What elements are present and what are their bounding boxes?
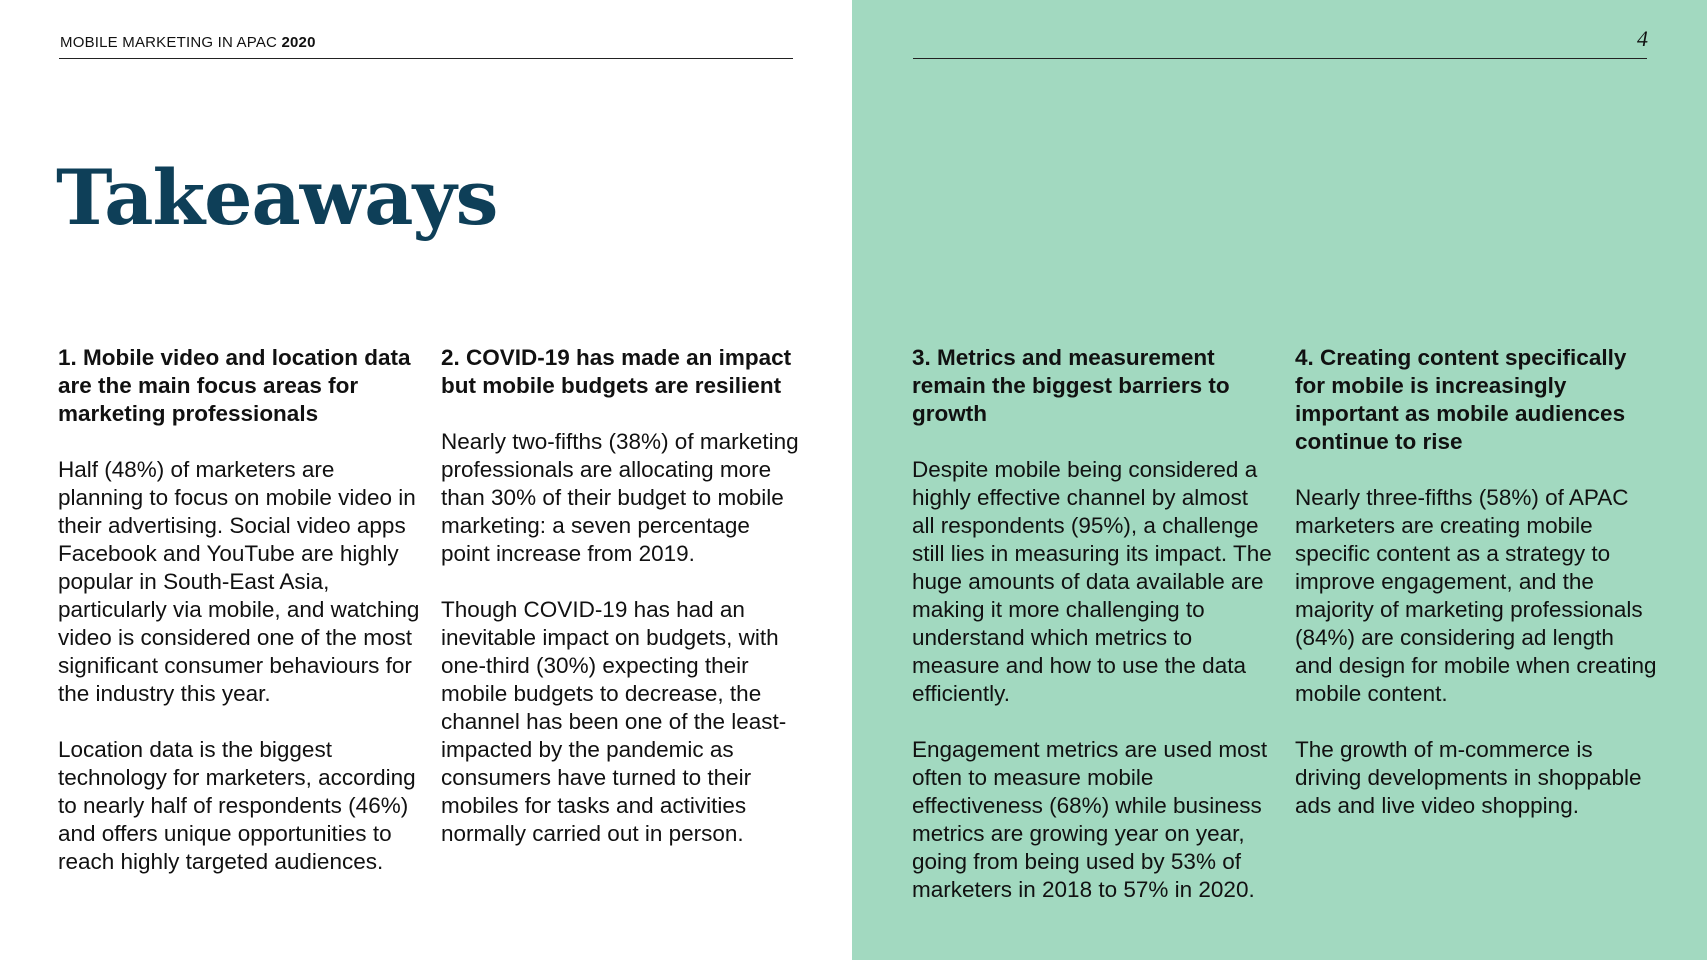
takeaway-2 (441, 344, 803, 876)
takeaway-paragraph: Despite mobile being considered a highly effective channel by almost all respondents (95%), a challenge still lies in measuring its impact. The huge amounts of data available are making it more challenging to understand which metrics to measure and how to use the data efficiently. (912, 457, 1272, 706)
takeaway-paragraph: Nearly two-fifths (38%) of marketing professionals are allocating more than 30% of their budget to mobile marketing: a seven percentage point increase from 2019. (441, 429, 799, 566)
takeaway-4 (1295, 344, 1657, 848)
header-rule-left (59, 58, 793, 59)
page-number: 4 (1637, 26, 1648, 51)
takeaway-paragraph: The growth of m-commerce is driving developments in shoppable ads and live video shopping. (1295, 737, 1642, 818)
takeaway-heading: 3. Metrics and measurement remain the biggest barriers to growth (912, 345, 1230, 426)
takeaway-paragraph: Though COVID-19 has had an inevitable impact on budgets, with one-third (30%) expecting their mobile budgets to decrease, the channel has been one of the least-impacted by the pandemic as consumers have turned to their mobiles for tasks and activities normally carried out in person. (441, 597, 787, 846)
takeaway-paragraph: Nearly three-fifths (58%) of APAC marketers are creating mobile specific content as a strategy to improve engagement, and the majority of marketing professionals (84%) are considering ad length and design for mobile when creating mobile content. (1295, 485, 1657, 706)
takeaway-3 (912, 344, 1274, 932)
running-header (60, 34, 316, 51)
takeaway-heading: 2. COVID-19 has made an impact but mobile budgets are resilient (441, 345, 792, 398)
takeaway-paragraph: Half (48%) of marketers are planning to focus on mobile video in their advertising. Social video apps Facebook and YouTube are highly popular in South-East Asia, particularly via mobile, and watching video is considered one of the most significant consumer behaviours for the industry this year. (58, 457, 420, 706)
takeaway-paragraph: Engagement metrics are used most often to measure mobile effectiveness (68%) while business metrics are growing year on year, going from being used by 53% of marketers in 2018 to 57% in 2020. (912, 737, 1268, 902)
takeaway-1 (58, 344, 420, 904)
running-header-year: 2020 (281, 34, 316, 51)
takeaway-heading: 4. Creating content specifically for mobile is increasingly important as mobile audiences continue to rise (1295, 345, 1627, 454)
takeaway-paragraph: Location data is the biggest technology for marketers, according to nearly half of respondents (46%) and offers unique opportunities to reach highly targeted audiences. (58, 737, 416, 874)
running-header-title: MOBILE MARKETING IN APAC (60, 34, 278, 51)
page-title: Takeaways (56, 153, 498, 242)
header-rule-right (913, 58, 1647, 59)
takeaway-heading: 1. Mobile video and location data are the main focus areas for marketing professionals (58, 345, 411, 426)
